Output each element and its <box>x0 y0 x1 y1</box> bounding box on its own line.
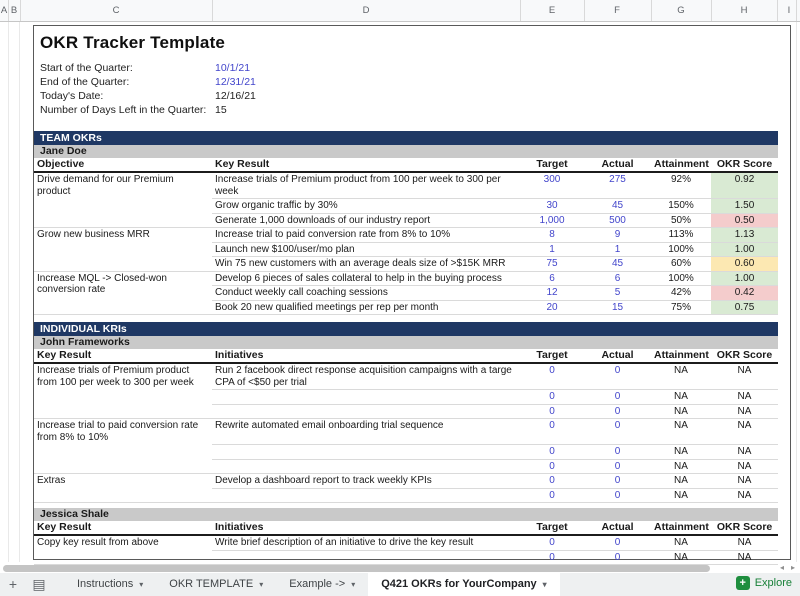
objective-cell[interactable]: Grow new business MRR <box>34 228 212 272</box>
target-cell[interactable]: 0 <box>520 363 584 390</box>
target-cell[interactable]: 1,000 <box>520 213 584 228</box>
initiative-cell[interactable] <box>212 488 520 503</box>
key-result-cell[interactable]: Grow organic traffic by 30% <box>212 199 520 214</box>
attainment-cell[interactable]: NA <box>651 488 711 503</box>
tab-label: Q421 OKRs for YourCompany <box>381 578 537 590</box>
key-result-cell[interactable]: Book 20 new qualified meetings per rep per month <box>212 300 520 315</box>
actual-cell[interactable]: 0 <box>584 459 651 474</box>
column-header-cell[interactable]: Key Result <box>34 521 212 535</box>
column-header-cell[interactable]: Actual <box>584 158 651 172</box>
scroll-left-icon[interactable]: ◂ <box>779 563 784 572</box>
okr-score-cell[interactable]: 1.00 <box>711 242 778 257</box>
all-sheets-icon[interactable]: ▤ <box>32 576 46 592</box>
column-header-cell[interactable]: Actual <box>584 349 651 363</box>
tab-label: OKR TEMPLATE <box>169 578 254 590</box>
info-row <box>40 89 460 103</box>
objective-cell[interactable]: Increase MQL -> Closed-won conversion rate <box>34 271 212 315</box>
sheet-gridline <box>19 22 20 562</box>
target-cell[interactable]: 8 <box>520 228 584 243</box>
actual-cell[interactable]: 0 <box>584 535 651 550</box>
target-cell[interactable]: 20 <box>520 300 584 315</box>
attainment-cell[interactable]: 150% <box>651 199 711 214</box>
tab-label: Example -> <box>289 578 346 590</box>
attainment-cell[interactable]: 50% <box>651 213 711 228</box>
info-row <box>40 61 460 75</box>
column-header-cell[interactable]: Attainment <box>651 158 711 172</box>
attainment-cell[interactable]: NA <box>651 550 711 565</box>
info-label[interactable]: Today's Date: <box>40 90 104 102</box>
actual-cell[interactable]: 9 <box>584 228 651 243</box>
tab-q421-okrs[interactable] <box>368 573 559 596</box>
attainment-cell[interactable]: 100% <box>651 242 711 257</box>
attainment-cell[interactable]: NA <box>651 419 711 445</box>
owner-bar[interactable]: John Frameworks <box>34 336 778 349</box>
target-cell[interactable]: 0 <box>520 474 584 489</box>
objective-cell[interactable]: Drive demand for our Premium product <box>34 172 212 228</box>
okr-score-cell[interactable]: NA <box>711 488 778 503</box>
initiative-cell[interactable] <box>212 390 520 405</box>
tab-label: Instructions <box>77 578 134 590</box>
target-cell[interactable]: 0 <box>520 445 584 460</box>
key-result-cell[interactable]: Increase trials of Premium product from 100 per week to 300 per week <box>212 172 520 199</box>
tab-instructions[interactable] <box>64 573 156 596</box>
column-header-cell[interactable]: Attainment <box>651 521 711 535</box>
attainment-cell[interactable]: NA <box>651 474 711 489</box>
chevron-down-icon[interactable]: ▾ <box>259 580 264 589</box>
key-result-cell[interactable]: Develop 6 pieces of sales collateral to help in the buying process <box>212 271 520 286</box>
column-letter[interactable]: B <box>10 5 18 16</box>
explore-label: Explore <box>754 577 792 589</box>
okr-score-cell[interactable]: NA <box>711 363 778 390</box>
actual-cell[interactable]: 1 <box>584 242 651 257</box>
column-divider <box>796 0 797 21</box>
column-header-cell[interactable]: Key Result <box>212 158 520 172</box>
okr-score-cell[interactable]: 0.50 <box>711 213 778 228</box>
actual-cell[interactable]: 45 <box>584 257 651 272</box>
column-header-cell[interactable]: OKR Score <box>711 521 778 535</box>
okr-score-cell[interactable]: NA <box>711 390 778 405</box>
target-cell[interactable]: 0 <box>520 550 584 565</box>
column-divider <box>711 0 712 21</box>
attainment-cell[interactable]: NA <box>651 390 711 405</box>
attainment-cell[interactable]: 100% <box>651 271 711 286</box>
okr-score-cell[interactable]: 0.75 <box>711 300 778 315</box>
attainment-cell[interactable]: 60% <box>651 257 711 272</box>
attainment-cell[interactable]: 75% <box>651 300 711 315</box>
column-header-cell[interactable]: Target <box>520 521 584 535</box>
explore-button[interactable] <box>736 576 792 590</box>
column-letter[interactable]: G <box>677 5 685 16</box>
column-divider <box>20 0 21 21</box>
column-letter[interactable]: I <box>787 5 791 16</box>
tab-okr-template[interactable] <box>156 573 276 596</box>
initiative-cell[interactable] <box>212 445 520 460</box>
okr-score-cell[interactable]: NA <box>711 445 778 460</box>
column-header-cell[interactable]: OKR Score <box>711 158 778 172</box>
chevron-down-icon[interactable]: ▾ <box>139 580 144 589</box>
individual-kris-table <box>34 322 778 503</box>
target-cell[interactable]: 0 <box>520 488 584 503</box>
attainment-cell[interactable]: NA <box>651 535 711 550</box>
column-letter[interactable]: F <box>614 5 620 16</box>
initiative-cell[interactable]: Run 2 facebook direct response acquisition campaigns with a targe CPA of <$50 per trial <box>212 363 520 390</box>
okr-score-cell[interactable]: NA <box>711 550 778 565</box>
column-divider <box>8 0 9 21</box>
okr-score-cell[interactable]: 1.00 <box>711 271 778 286</box>
target-cell[interactable]: 75 <box>520 257 584 272</box>
column-letter[interactable]: D <box>362 5 370 16</box>
column-divider <box>651 0 652 21</box>
column-header-cell[interactable]: Target <box>520 349 584 363</box>
column-header-cell[interactable]: OKR Score <box>711 349 778 363</box>
key-result-cell[interactable]: Increase trial to paid conversion rate from 8% to 10% <box>212 228 520 243</box>
section-header-bar[interactable]: INDIVIDUAL KRIs <box>34 322 778 336</box>
info-label[interactable]: Number of Days Left in the Quarter: <box>40 104 207 116</box>
key-result-cell[interactable]: Generate 1,000 downloads of our industry report <box>212 213 520 228</box>
owner-bar[interactable]: Jane Doe <box>34 145 778 158</box>
explore-icon: + <box>736 576 750 590</box>
horizontal-scrollbar[interactable] <box>3 565 710 572</box>
target-cell[interactable]: 12 <box>520 286 584 301</box>
actual-cell[interactable]: 0 <box>584 419 651 445</box>
key-result-cell[interactable]: Increase trial to paid conversion rate from 8% to 10% <box>34 419 212 474</box>
chevron-down-icon[interactable]: ▾ <box>351 580 356 589</box>
column-divider <box>584 0 585 21</box>
target-cell[interactable]: 0 <box>520 404 584 419</box>
individual-kris-table-2 <box>34 508 778 565</box>
section-header-bar[interactable]: TEAM OKRs <box>34 131 778 145</box>
column-letter[interactable]: A <box>0 5 8 16</box>
attainment-cell[interactable]: NA <box>651 404 711 419</box>
actual-cell[interactable]: 0 <box>584 363 651 390</box>
target-cell[interactable]: 0 <box>520 535 584 550</box>
initiative-cell[interactable] <box>212 550 520 565</box>
initiative-cell[interactable]: Write brief description of an initiative to drive the key result <box>212 535 520 550</box>
tab-gap <box>52 573 64 596</box>
attainment-cell[interactable]: NA <box>651 363 711 390</box>
column-letter[interactable]: H <box>740 5 748 16</box>
okr-score-cell[interactable]: NA <box>711 404 778 419</box>
target-cell[interactable]: 0 <box>520 390 584 405</box>
column-header-cell[interactable]: Attainment <box>651 349 711 363</box>
key-result-cell[interactable]: Win 75 new customers with an average deals size of >$15K MRR <box>212 257 520 272</box>
actual-cell[interactable]: 15 <box>584 300 651 315</box>
key-result-cell[interactable]: Conduct weekly call coaching sessions <box>212 286 520 301</box>
actual-cell[interactable]: 0 <box>584 445 651 460</box>
target-cell[interactable]: 6 <box>520 271 584 286</box>
column-divider <box>777 0 778 21</box>
chevron-down-icon[interactable]: ▾ <box>542 580 547 589</box>
add-sheet-button[interactable]: + <box>8 576 18 592</box>
info-row <box>40 103 460 117</box>
column-header-cell[interactable]: Actual <box>584 521 651 535</box>
actual-cell[interactable]: 0 <box>584 474 651 489</box>
column-divider <box>212 0 213 21</box>
key-result-cell[interactable]: Extras <box>34 474 212 503</box>
okr-score-cell[interactable]: NA <box>711 474 778 489</box>
target-cell[interactable]: 300 <box>520 172 584 199</box>
target-cell[interactable]: 0 <box>520 459 584 474</box>
actual-cell[interactable]: 0 <box>584 390 651 405</box>
initiative-cell[interactable]: Develop a dashboard report to track weekly KPIs <box>212 474 520 489</box>
column-divider <box>520 0 521 21</box>
actual-cell[interactable]: 5 <box>584 286 651 301</box>
column-header-strip <box>0 0 800 22</box>
owner-bar[interactable]: Jessica Shale <box>34 508 778 521</box>
okr-score-cell[interactable]: 0.42 <box>711 286 778 301</box>
target-cell[interactable]: 0 <box>520 419 584 445</box>
tab-example[interactable] <box>276 573 368 596</box>
key-result-cell[interactable]: Launch new $100/user/mo plan <box>212 242 520 257</box>
okr-score-cell[interactable]: NA <box>711 459 778 474</box>
scroll-right-icon[interactable]: ▸ <box>790 563 795 572</box>
actual-cell[interactable]: 0 <box>584 550 651 565</box>
actual-cell[interactable]: 500 <box>584 213 651 228</box>
okr-score-cell[interactable]: 1.50 <box>711 199 778 214</box>
okr-score-cell[interactable]: NA <box>711 419 778 445</box>
okr-score-cell[interactable]: 0.60 <box>711 257 778 272</box>
attainment-cell[interactable]: NA <box>651 445 711 460</box>
info-value[interactable]: 10/1/21 <box>215 62 251 74</box>
initiative-cell[interactable] <box>212 459 520 474</box>
okr-score-cell[interactable]: 1.13 <box>711 228 778 243</box>
attainment-cell[interactable]: 42% <box>651 286 711 301</box>
initiative-cell[interactable]: Rewrite automated email onboarding trial sequence <box>212 419 520 445</box>
key-result-cell[interactable]: Increase trials of Premium product from 100 per week to 300 per week <box>34 363 212 419</box>
actual-cell[interactable]: 275 <box>584 172 651 199</box>
actual-cell[interactable]: 6 <box>584 271 651 286</box>
page-title[interactable]: OKR Tracker Template <box>40 33 226 52</box>
column-header-cell[interactable]: Initiatives <box>212 349 520 363</box>
sheet-tab-bar <box>0 573 800 596</box>
target-cell[interactable]: 1 <box>520 242 584 257</box>
sheet-gridline <box>796 22 797 562</box>
sheet-gridline <box>8 22 9 562</box>
okr-score-cell[interactable]: NA <box>711 535 778 550</box>
info-value[interactable]: 15 <box>215 104 227 116</box>
info-row <box>40 75 460 89</box>
initiative-cell[interactable] <box>212 404 520 419</box>
column-letter[interactable]: C <box>112 5 120 16</box>
key-result-cell[interactable]: Copy key result from above <box>34 535 212 565</box>
column-header-cell[interactable]: Key Result <box>34 349 212 363</box>
info-value[interactable]: 12/31/21 <box>215 76 256 88</box>
column-letter[interactable]: E <box>548 5 556 16</box>
okr-score-cell[interactable]: 0.92 <box>711 172 778 199</box>
column-header-cell[interactable]: Objective <box>34 158 212 172</box>
team-okrs-table <box>34 131 778 315</box>
actual-cell[interactable]: 45 <box>584 199 651 214</box>
attainment-cell[interactable]: 92% <box>651 172 711 199</box>
attainment-cell[interactable]: NA <box>651 459 711 474</box>
info-label[interactable]: End of the Quarter: <box>40 76 130 88</box>
attainment-cell[interactable]: 113% <box>651 228 711 243</box>
actual-cell[interactable]: 0 <box>584 404 651 419</box>
target-cell[interactable]: 30 <box>520 199 584 214</box>
info-value[interactable]: 12/16/21 <box>215 90 256 102</box>
column-header-cell[interactable]: Initiatives <box>212 521 520 535</box>
actual-cell[interactable]: 0 <box>584 488 651 503</box>
column-header-cell[interactable]: Target <box>520 158 584 172</box>
info-label[interactable]: Start of the Quarter: <box>40 62 133 74</box>
